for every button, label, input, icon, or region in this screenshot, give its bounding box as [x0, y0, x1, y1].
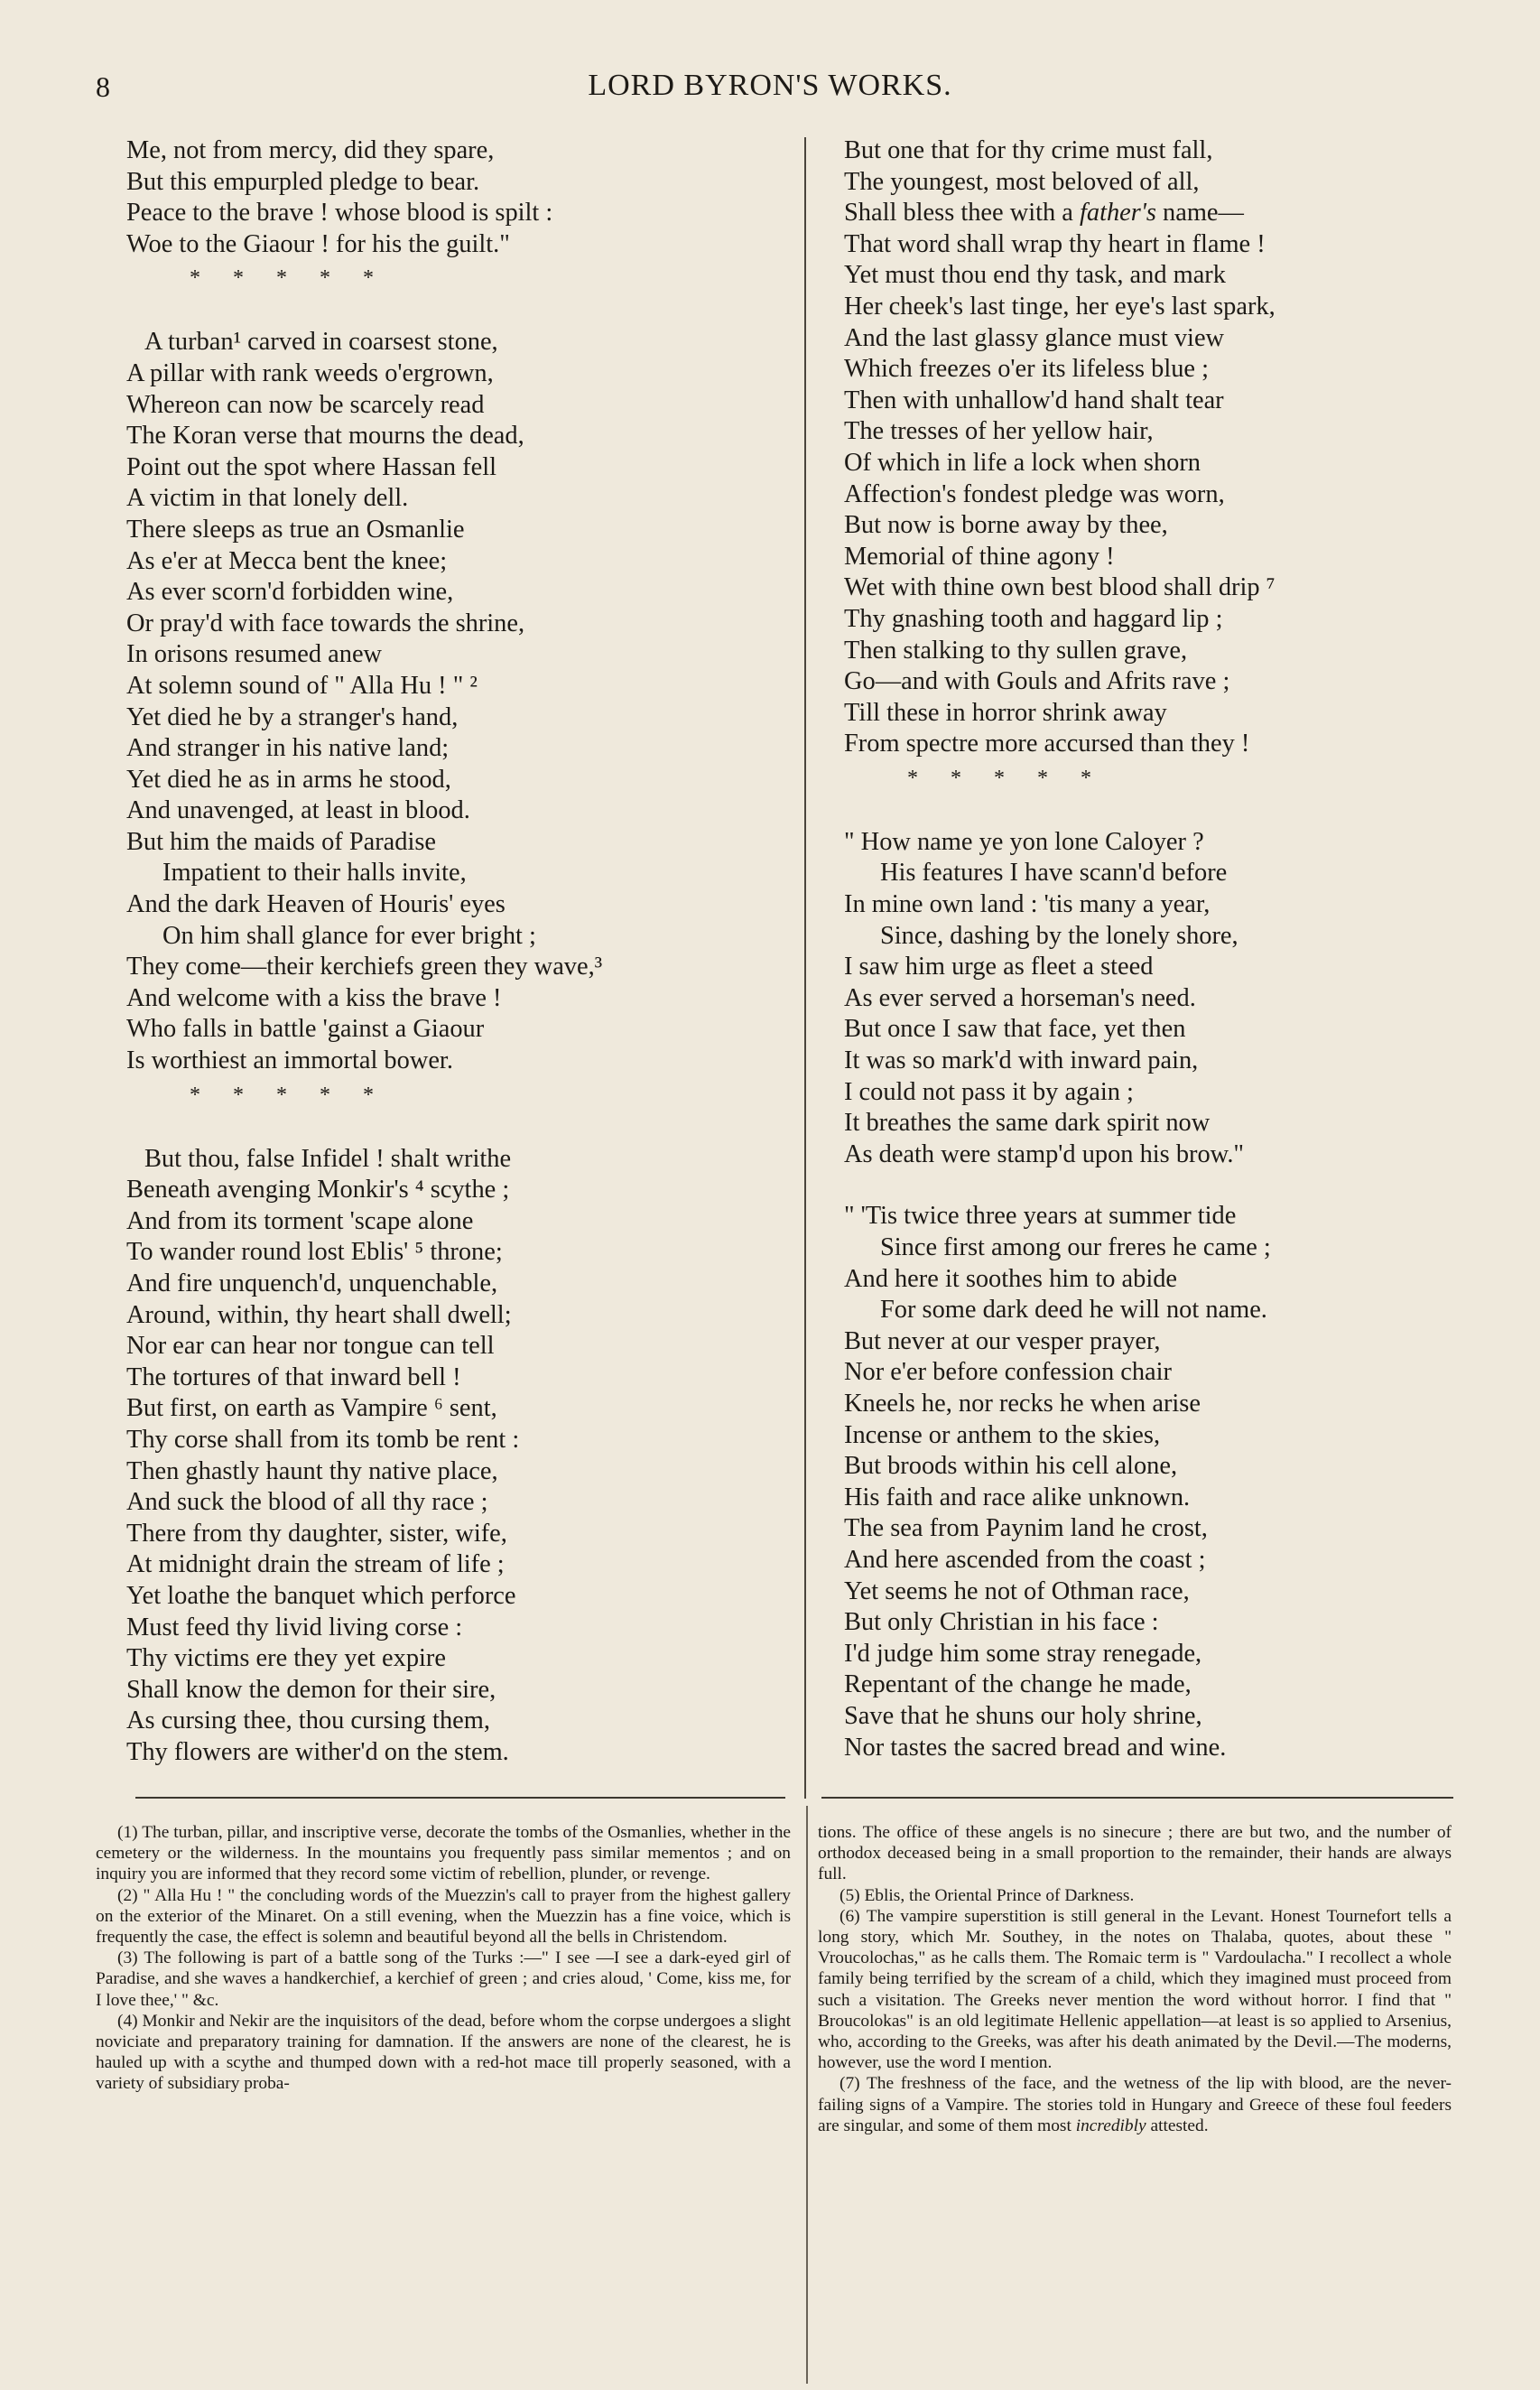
verse-line: Incense or anthem to the skies,: [844, 1420, 1161, 1449]
verse-line: As e'er at Mecca bent the knee;: [126, 546, 448, 575]
verse-line: A victim in that lonely dell.: [126, 484, 409, 513]
verse-line: I'd judge him some stray renegade,: [844, 1639, 1202, 1668]
verse-line: There from thy daughter, sister, wife,: [126, 1519, 507, 1548]
footnote: (7) The freshness of the face, and the wetness of the lip with blood, are the never-failing signs of a Vampire. The stories told in Hungary and Greece of these foul feeders are singular, and some of them most incredibly attested.: [818, 2074, 1452, 2135]
verse-line: Thy corse shall from its tomb be rent :: [126, 1425, 520, 1454]
verse-line: Thy flowers are wither'd on the stem.: [126, 1737, 509, 1766]
verse-line: Then with unhallow'd hand shalt tear: [844, 386, 1224, 414]
verse-line: Till these in horror shrink away: [844, 698, 1167, 727]
verse-line: But once I saw that face, yet then: [844, 1015, 1186, 1044]
footnote: (5) Eblis, the Oriental Prince of Darkness.: [840, 1885, 1135, 1905]
verse-line: Nor ear can hear nor tongue can tell: [126, 1332, 495, 1361]
verse-line: A pillar with rank weeds o'ergrown,: [126, 358, 494, 387]
verse-line: Affection's fondest pledge was worn,: [844, 479, 1225, 508]
section-break-stars: * * * * *: [190, 1083, 374, 1107]
verse-line: The youngest, most beloved of all,: [844, 167, 1200, 196]
verse-line: It breathes the same dark spirit now: [844, 1109, 1211, 1138]
verse-line: Point out the spot where Hassan fell: [126, 452, 497, 481]
verse-line: As ever scorn'd forbidden wine,: [126, 578, 454, 607]
verse-line: Yet seems he not of Othman race,: [844, 1576, 1190, 1605]
verse-line: Then stalking to thy sullen grave,: [844, 636, 1188, 665]
verse-line: To wander round lost Eblis' ⁵ throne;: [126, 1238, 503, 1267]
verse-line: Woe to the Giaour ! for his the guilt.": [126, 229, 510, 258]
verse-line: From spectre more accursed than they !: [844, 730, 1250, 758]
verse-line: Which freezes o'er its lifeless blue ;: [844, 355, 1209, 384]
verse-line: And unavenged, at least in blood.: [126, 796, 470, 825]
verse-line: But one that for thy crime must fall,: [844, 136, 1213, 164]
footnotes-left-column: [96, 1822, 791, 2095]
verse-line: They come—their kerchiefs green they wave,³: [126, 953, 603, 981]
verse-line: Repentant of the change he made,: [844, 1670, 1192, 1699]
verse-line: A turban¹ carved in coarsest stone,: [144, 328, 498, 357]
verse-line: Peace to the brave ! whose blood is spilt :: [126, 199, 553, 228]
verse-line: But first, on earth as Vampire ⁶ sent,: [126, 1394, 497, 1423]
verse-line: As cursing thee, thou cursing them,: [126, 1706, 490, 1735]
footnote: (2) " Alla Hu ! " the concluding words of the Muezzin's call to prayer from the highest gallery on the exterior of the Minaret. On a still evening, when the Muezzin has a fine voice, which is frequently the case, the effect is solemn and beautiful beyond all the bells in Christendom.: [96, 1885, 791, 1948]
verse-line: Her cheek's last tinge, her eye's last spark,: [844, 292, 1276, 321]
verse-line: Around, within, thy heart shall dwell;: [126, 1300, 512, 1329]
left-poem-column: [126, 135, 785, 1769]
verse-line: Since, dashing by the lonely shore,: [880, 921, 1238, 950]
stanza-gap: [126, 296, 785, 327]
right-poem-column: [844, 135, 1476, 1763]
verse-line: Go—and with Gouls and Afrits rave ;: [844, 667, 1230, 696]
verse-line: But thou, false Infidel ! shalt writhe: [144, 1144, 512, 1173]
verse-line: The sea from Paynim land he crost,: [844, 1514, 1208, 1543]
verse-line: Beneath avenging Monkir's ⁴ scythe ;: [126, 1176, 510, 1204]
column-rule: [804, 137, 806, 1799]
verse-line: In mine own land : 'tis many a year,: [844, 890, 1211, 919]
verse-line: Save that he shuns our holy shrine,: [844, 1701, 1202, 1730]
footnote: (4) Monkir and Nekir are the inquisitors of the dead, before whom the corpse undergoes a slight noviciate and preparatory training for damnation. If the answers are none of the clearest, he is hauled up with a scythe and thumped down with a red-hot mace till properly seasoned, with a variety of subsidiary proba-: [96, 2011, 791, 2094]
verse-line: Since first among our freres he came ;: [880, 1233, 1271, 1261]
verse-line: Me, not from mercy, did they spare,: [126, 136, 495, 164]
verse-line: Or pray'd with face towards the shrine,: [126, 609, 525, 637]
footnote-divider: [806, 1806, 808, 2384]
verse-line: Of which in life a lock when shorn: [844, 448, 1201, 477]
verse-line: And stranger in his native land;: [126, 734, 450, 763]
section-break-stars: * * * * *: [190, 266, 374, 291]
footnotes-right-column: [818, 1822, 1452, 2136]
verse-line: " 'Tis twice three years at summer tide: [844, 1202, 1237, 1231]
verse-line: But never at our vesper prayer,: [844, 1326, 1161, 1355]
verse-line: Yet must thou end thy task, and mark: [844, 261, 1226, 290]
verse-line: I could not pass it by again ;: [844, 1077, 1134, 1106]
verse-line: Yet died he by a stranger's hand,: [126, 702, 459, 731]
verse-line: And the last glassy glance must view: [844, 323, 1225, 352]
stanza-gap: [844, 796, 1476, 827]
verse-line: And fire unquench'd, unquenchable,: [126, 1269, 498, 1297]
verse-line: Kneels he, nor recks he when arise: [844, 1389, 1201, 1418]
verse-line: The tresses of her yellow hair,: [844, 417, 1154, 446]
verse-line: The Koran verse that mourns the dead,: [126, 422, 524, 451]
section-break-stars: * * * * *: [907, 766, 1091, 790]
verse-line: Whereon can now be scarcely read: [126, 390, 485, 419]
footnote: (6) The vampire superstition is still general in the Levant. Honest Tournefort tells a long story, which Mr. Southey, in the notes on Thalaba, quotes, about these " Vroucolochas," as he calls them. The Romaic term is " Vardoulacha." I recollect a whole family being terrified by the scream of a child, which they imagined must proceed from such a visitation. The Greeks never mention the word without horror. I find that " Broucolokas" is an old legitimate Hellenic appellation—at least is so applied to Arsenius, who, according to the Greeks, was after his death animated by the Devil.—The moderns, however, use the word I mention.: [818, 1906, 1452, 2073]
footnote: tions. The office of these angels is no sinecure ; there are but two, and the number of orthodox deceased being in a small proportion to the remainder, their hands are always full.: [818, 1823, 1452, 1884]
verse-line: Yet loathe the banquet which perforce: [126, 1581, 516, 1610]
footnote-rule-right: [821, 1797, 1453, 1799]
verse-line: Must feed thy livid living corse :: [126, 1613, 463, 1641]
verse-line: And here ascended from the coast ;: [844, 1545, 1206, 1574]
verse-line: His features I have scann'd before: [880, 859, 1228, 888]
verse-line: As death were stamp'd upon his brow.": [844, 1139, 1245, 1168]
verse-line: Wet with thine own best blood shall drip ⁷: [844, 573, 1276, 602]
verse-line: At midnight drain the stream of life ;: [126, 1550, 505, 1579]
verse-line: Yet died he as in arms he stood,: [126, 765, 451, 794]
page-number: 8: [96, 70, 110, 103]
verse-line: And here it soothes him to abide: [844, 1264, 1178, 1293]
footnote: (1) The turban, pillar, and inscriptive verse, decorate the tombs of the Osmanlies, whether in the cemetery or the wilderness. In the mountains you frequently pass similar mementos ; and on inquiry you are informed that they record some victim of rebellion, plunder, or revenge.: [96, 1823, 791, 1884]
verse-line: Is worthiest an immortal bower.: [126, 1046, 453, 1075]
verse-line: And the dark Heaven of Houris' eyes: [126, 890, 506, 919]
verse-line: But him the maids of Paradise: [126, 827, 437, 856]
verse-line: But now is borne away by thee,: [844, 511, 1168, 540]
verse-line: On him shall glance for ever bright ;: [162, 921, 536, 950]
footnote: (3) The following is part of a battle song of the Turks :—" I see —I see a dark-eyed girl of Paradise, and she waves a handkerchief, a kerchief of green ; and cries aloud, ' Come, kiss me, for I love thee,' " &c.: [96, 1948, 791, 2010]
verse-line: And suck the blood of all thy race ;: [126, 1488, 488, 1517]
verse-line: It was so mark'd with inward pain,: [844, 1046, 1199, 1075]
verse-line: Nor tastes the sacred bread and wine.: [844, 1733, 1227, 1762]
verse-line: But this empurpled pledge to bear.: [126, 167, 480, 196]
verse-line: The tortures of that inward bell !: [126, 1362, 461, 1391]
verse-line: That word shall wrap thy heart in flame !: [844, 229, 1266, 258]
verse-line: For some dark deed he will not name.: [880, 1296, 1267, 1325]
verse-line: And from its torment 'scape alone: [126, 1206, 474, 1235]
verse-line: And welcome with a kiss the brave !: [126, 983, 502, 1012]
verse-line: There sleeps as true an Osmanlie: [126, 515, 465, 544]
verse-line: Nor e'er before confession chair: [844, 1358, 1172, 1387]
verse-line: But only Christian in his face :: [844, 1608, 1159, 1637]
verse-line: " How name ye yon lone Caloyer ?: [844, 827, 1204, 856]
stanza-gap: [844, 1170, 1476, 1201]
verse-line: Then ghastly haunt thy native place,: [126, 1456, 498, 1485]
verse-line: Shall know the demon for their sire,: [126, 1675, 496, 1704]
verse-line: At solemn sound of " Alla Hu ! " ²: [126, 671, 478, 700]
stanza-gap: [126, 1113, 785, 1144]
verse-line: As ever served a horseman's need.: [844, 983, 1196, 1012]
verse-line: I saw him urge as fleet a steed: [844, 953, 1154, 981]
footnote-rule-left: [135, 1797, 785, 1799]
verse-line: Thy gnashing tooth and haggard lip ;: [844, 604, 1223, 633]
verse-line: Impatient to their halls invite,: [162, 859, 467, 888]
verse-line: But broods within his cell alone,: [844, 1452, 1178, 1481]
verse-line: Memorial of thine agony !: [844, 542, 1115, 571]
verse-line: Thy victims ere they yet expire: [126, 1644, 446, 1673]
running-title: LORD BYRON'S WORKS.: [588, 69, 952, 102]
verse-line: His faith and race alike unknown.: [844, 1483, 1191, 1511]
verse-line: Who falls in battle 'gainst a Giaour: [126, 1015, 485, 1044]
verse-line: In orisons resumed anew: [126, 640, 383, 669]
verse-line: Shall bless thee with a father's name—: [844, 199, 1244, 228]
